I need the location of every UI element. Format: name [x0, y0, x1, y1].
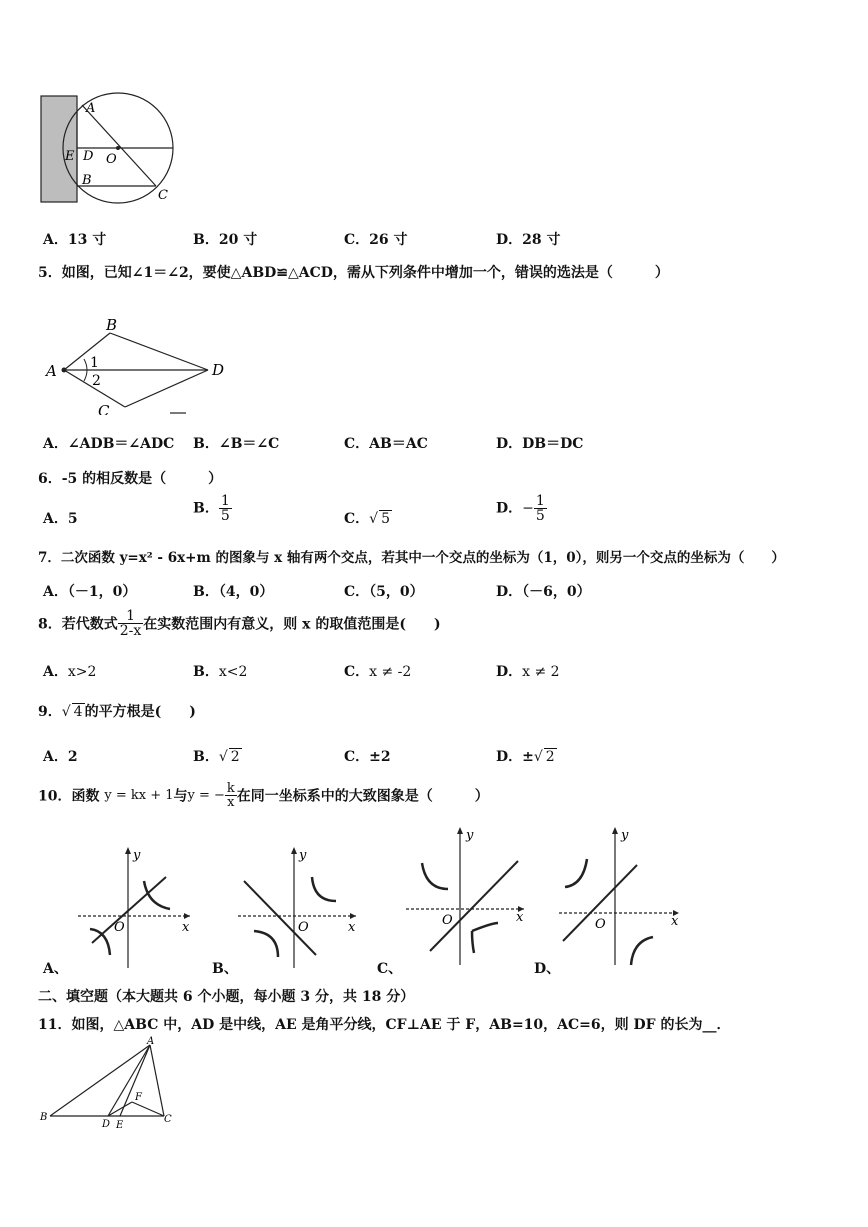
label-E: E: [116, 1120, 124, 1131]
diameter-ac: [82, 105, 156, 186]
q10-graph-d[interactable]: [555, 825, 690, 970]
numerator: 1: [118, 609, 144, 624]
label-A: A: [86, 101, 96, 116]
function-2-lhs: y = −: [187, 788, 225, 803]
q8-option-c[interactable]: [344, 661, 411, 681]
origin-label: O: [298, 920, 309, 935]
label-A: A: [46, 362, 57, 380]
axis-y-label: y: [299, 848, 307, 863]
numerator: k: [226, 781, 235, 796]
q9-option-d[interactable]: [496, 746, 557, 766]
axis-y-label: y: [466, 828, 474, 843]
label-A: A: [147, 1036, 155, 1047]
q5-option-a[interactable]: A．∠ADB＝∠ADC: [43, 436, 175, 452]
fraction: [534, 494, 547, 523]
sqrt-sign: √: [533, 749, 543, 765]
label-B: B: [40, 1112, 48, 1123]
q4-option-d[interactable]: D．28 寸: [496, 232, 561, 248]
sqrt-sign: √: [61, 704, 71, 720]
function-1: y = kx + 1: [104, 788, 174, 803]
q9-option-a[interactable]: A．2: [43, 749, 78, 765]
q10-option-d[interactable]: D、: [534, 961, 561, 977]
origin-label: O: [442, 913, 453, 928]
q9-stem: [38, 701, 196, 721]
denominator: 5: [535, 508, 545, 524]
radicand: 5: [381, 511, 390, 527]
q5-option-b[interactable]: B．∠B＝∠C: [193, 436, 280, 452]
axis-y-label: y: [133, 848, 141, 863]
angle-1: 1: [90, 355, 99, 371]
axis-x-label: x: [671, 914, 679, 929]
fraction: [118, 609, 144, 638]
q6-option-d[interactable]: [496, 494, 547, 523]
origin-label: O: [114, 920, 125, 935]
axis-x-label: x: [516, 910, 524, 925]
stem-prefix: 9．: [38, 704, 62, 720]
label-C: C: [158, 188, 168, 203]
label-C: C: [164, 1114, 172, 1125]
denominator: 5: [220, 508, 230, 524]
label-F: F: [135, 1092, 142, 1103]
option-label: A．: [43, 664, 68, 680]
q7-option-c[interactable]: C．（5，0）: [344, 584, 424, 600]
option-label: B．: [193, 664, 219, 680]
stem-suffix: 的平方根是( ): [84, 704, 196, 720]
stem-prefix: 8．若代数式: [38, 616, 118, 633]
q8-stem: [38, 609, 441, 638]
option-label: D．: [496, 500, 523, 517]
option-label: D．: [496, 664, 523, 680]
option-label: C．: [344, 511, 370, 527]
denominator: x: [227, 795, 235, 810]
q5-stem: 5．如图，已知∠1＝∠2，要使△ABD≌△ACD，需从下列条件中增加一个，错误的选法是（ ）: [38, 265, 669, 281]
option-label: D．±: [496, 749, 534, 765]
q10-graph-c[interactable]: [400, 825, 535, 970]
q7-option-a[interactable]: A．（－1，0）: [43, 584, 137, 600]
q11-stem: 11．如图，△ABC 中，AD 是中线，AE 是角平分线，CF⊥AE 于 F，AB=10，AC=6，则 DF 的长为__．: [38, 1017, 731, 1033]
q6-stem: 6．-5 的相反数是（ ）: [38, 471, 223, 487]
option-label: C．: [344, 664, 370, 680]
sqrt-sign: √: [218, 749, 228, 765]
minus-sign: −: [522, 500, 534, 517]
label-C: C: [98, 402, 110, 415]
q10-graph-b[interactable]: [238, 843, 363, 968]
q10-option-c[interactable]: C、: [377, 961, 403, 977]
q7-option-d[interactable]: D．（－6，0）: [496, 584, 591, 600]
radicand: 4: [73, 704, 83, 720]
axis-x-label: x: [182, 920, 190, 935]
angle-2: 2: [92, 373, 101, 389]
option-label: B．: [193, 749, 219, 765]
q9-option-b[interactable]: [193, 746, 242, 766]
option-value: x ≠ 2: [522, 664, 560, 680]
q4-circle-figure: [36, 90, 186, 210]
label-D: D: [83, 149, 94, 164]
denominator: 2-x: [119, 623, 142, 639]
q5-kite-figure: [40, 315, 240, 415]
q5-option-c[interactable]: C．AB＝AC: [344, 436, 428, 452]
label-E: E: [65, 149, 75, 164]
q4-option-b[interactable]: B．20 寸: [193, 232, 258, 248]
q11-triangle-figure: [38, 1036, 183, 1131]
q10-option-a[interactable]: A、: [43, 961, 68, 977]
q8-option-a[interactable]: [43, 661, 96, 681]
q10-graph-a[interactable]: [78, 843, 198, 968]
q6-option-b[interactable]: [193, 494, 232, 523]
q10-option-b[interactable]: B、: [212, 961, 238, 977]
radicand: 2: [545, 749, 555, 765]
fraction: [219, 494, 232, 523]
label-D: D: [212, 361, 225, 379]
q5-option-d[interactable]: D．DB＝DC: [496, 436, 584, 452]
label-B: B: [106, 316, 118, 334]
section-heading: 二、填空题（本大题共 6 个小题，每小题 3 分，共 18 分）: [38, 989, 415, 1005]
fraction: [225, 782, 237, 809]
q4-option-a[interactable]: A．13 寸: [43, 232, 107, 248]
q7-option-b[interactable]: B．（4，0）: [193, 584, 274, 600]
stem-suffix: 在同一坐标系中的大致图象是（ ）: [236, 788, 489, 805]
axis-y-label: y: [621, 828, 629, 843]
radicand: 2: [230, 749, 240, 765]
numerator: 1: [220, 493, 230, 509]
stem-mid: 与: [173, 788, 188, 805]
label-O: O: [106, 152, 117, 167]
origin-label: O: [595, 917, 606, 932]
option-value: x ≠ -2: [369, 664, 412, 680]
q10-stem: [38, 782, 489, 809]
q8-option-d[interactable]: [496, 661, 560, 681]
sqrt-sign: √: [369, 511, 379, 527]
q9-option-c[interactable]: C．±2: [344, 749, 391, 765]
option-value: x<2: [218, 664, 248, 680]
stem-suffix: 在实数范围内有意义，则 x 的取值范围是( ): [143, 616, 441, 633]
q4-option-c[interactable]: C．26 寸: [344, 232, 408, 248]
q7-stem: 7．二次函数 y=x² - 6x+m 的图象与 x 轴有两个交点，若其中一个交点的坐标为（1，0），则另一个交点的坐标为（ ）: [38, 550, 785, 566]
option-value: x>2: [67, 664, 97, 680]
label-D: D: [102, 1119, 111, 1130]
axis-x-label: x: [348, 920, 356, 935]
label-B: B: [82, 173, 92, 188]
q6-option-c[interactable]: [344, 508, 392, 528]
q8-option-b[interactable]: [193, 661, 247, 681]
numerator: 1: [535, 493, 545, 509]
q6-option-a[interactable]: A．5: [43, 511, 78, 527]
stem-prefix: 10．函数: [38, 788, 100, 805]
option-label: B．: [193, 500, 219, 517]
